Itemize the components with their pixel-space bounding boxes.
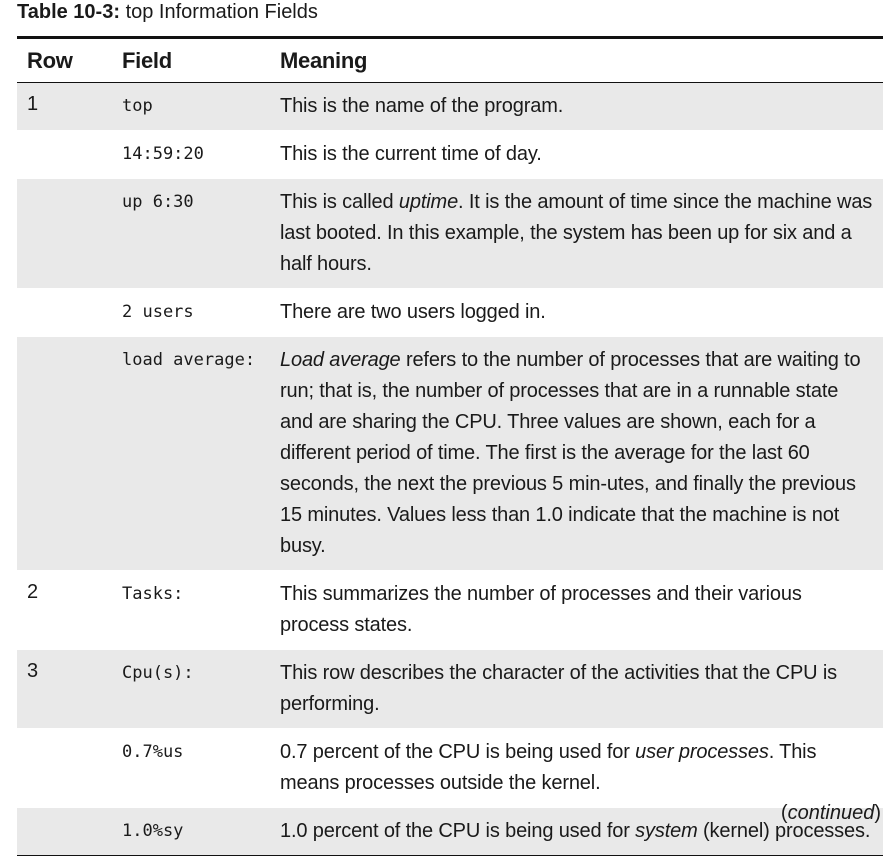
table-caption-text: top Information Fields (125, 1, 318, 23)
meaning-text: This is the name of the program. (280, 95, 564, 117)
table-caption (17, 0, 889, 24)
table-row (17, 650, 883, 729)
cell-row-number (17, 289, 112, 337)
meaning-text: 1.0 percent of the CPU is being used for (280, 820, 636, 842)
table-header (17, 38, 883, 83)
cell-row-number (17, 179, 112, 289)
cell-field: 1.0%sy (122, 821, 184, 841)
table-row (17, 179, 883, 289)
cell-field: 2 users (122, 302, 194, 322)
cell-field: up 6:30 (122, 192, 194, 212)
document-page (17, 0, 889, 842)
cell-field: Cpu(s): (122, 663, 194, 683)
table-body (17, 83, 883, 856)
table-row (17, 729, 883, 808)
continued-text: continued (787, 802, 875, 824)
meaning-text: refers to the number of processes that are waiting to run; that is, the number of processes that are in a runnable state and are sharing the CPU. Three values are shown, each for a different period of time. The first is the average for the last 60 seconds, the next the previous 5 min-utes, and finally the previous 15 minutes. Values less than 1.0 indicate that the machine is not busy. (280, 349, 861, 557)
meaning-text: This row describes the character of the activities that the CPU is performing. (280, 662, 838, 715)
table-row (17, 131, 883, 179)
cell-meaning (270, 650, 883, 729)
meaning-text: . It is the amount of time since the machine was last booted. In this example, the system has been up for six and a half hours. (280, 191, 873, 275)
header-row: Row (27, 47, 73, 73)
table-row (17, 289, 883, 337)
cell-row-number: 3 (27, 660, 39, 682)
cell-field: Tasks: (122, 584, 184, 604)
meaning-text: There are two users logged in. (280, 301, 546, 323)
cell-meaning (270, 337, 883, 571)
continued-note: (continued) (780, 802, 881, 824)
meaning-text: This is called (280, 191, 399, 213)
meaning-emphasis: Load average (280, 349, 401, 371)
cell-meaning (270, 83, 883, 131)
table-row (17, 83, 883, 131)
cell-row-number (17, 337, 112, 571)
meaning-text: . This means processes outside the kernel. (280, 741, 817, 794)
cell-field: top (122, 96, 153, 116)
top-info-table (17, 36, 883, 856)
cell-row-number (17, 729, 112, 808)
meaning-emphasis: uptime (398, 191, 459, 213)
cell-field: load average: (122, 350, 256, 370)
cell-row-number (17, 131, 112, 179)
cell-row-number: 1 (27, 93, 39, 115)
table-row (17, 571, 883, 650)
cell-meaning (270, 289, 883, 337)
cell-field: 0.7%us (122, 742, 184, 762)
meaning-emphasis: user processes (635, 741, 769, 763)
table-row (17, 337, 883, 571)
cell-meaning (270, 729, 883, 808)
meaning-text: 0.7 percent of the CPU is being used for (280, 741, 636, 763)
meaning-emphasis: system (635, 820, 698, 842)
cell-meaning (270, 571, 883, 650)
header-field: Field (122, 47, 172, 73)
header-meaning: Meaning (280, 47, 368, 73)
cell-field: 14:59:20 (122, 144, 204, 164)
cell-meaning (270, 131, 883, 179)
cell-row-number: 2 (27, 581, 39, 603)
meaning-text: This is the current time of day. (280, 143, 542, 165)
meaning-text: (kernel) processes. (697, 820, 871, 842)
cell-meaning (270, 179, 883, 289)
table-caption-label: Table 10-3: (17, 1, 120, 23)
meaning-text: This summarizes the number of processes and their various process states. (280, 583, 802, 636)
